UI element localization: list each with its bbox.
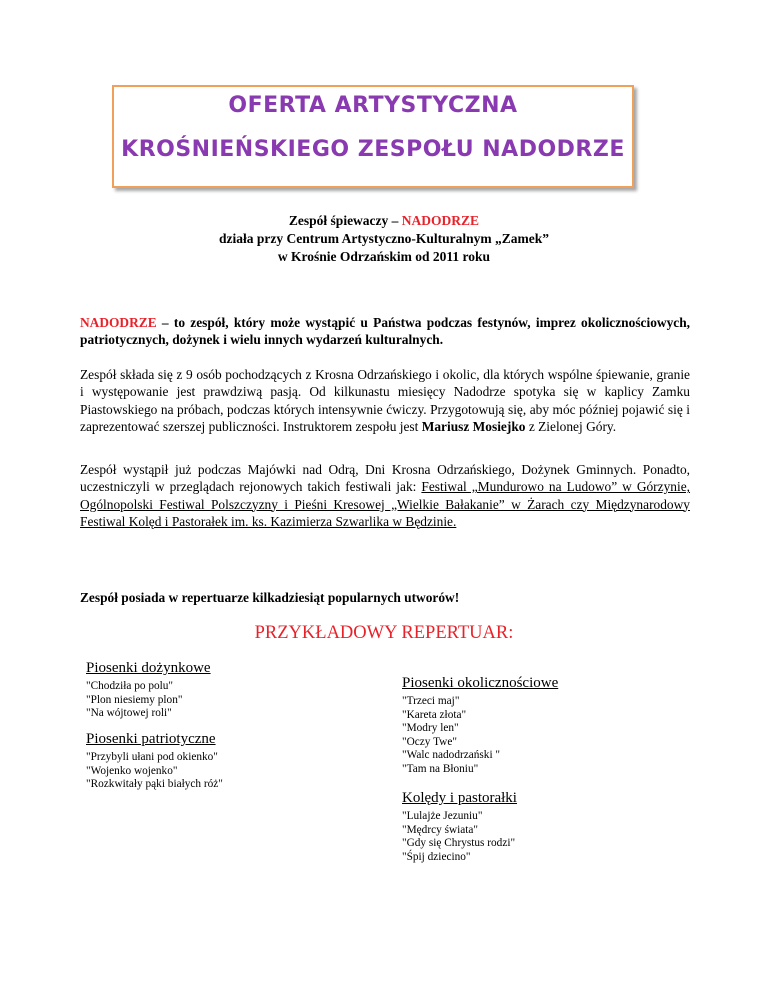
- title-line-2: KROŚNIEŃSKIEGO ZESPOŁU NADODRZE: [121, 137, 625, 162]
- song-item: "Gdy się Chrystus rodzi": [402, 837, 516, 850]
- song-item: "Na wójtowej roli": [86, 707, 172, 720]
- section-title: Piosenki dożynkowe: [86, 660, 211, 676]
- intro-prefix: Zespół śpiewaczy –: [288, 213, 402, 228]
- para2-text: Zespół składa się z 9 osób pochodzących z Krosna Odrzańskiego i okolic, dla których wspólne śpiewanie, granie i występowanie jest prawdziwą pasją. Od kilkunastu miesięcy Nadodrze spotyka się w kaplicy Zamku Piastowskiego na próbach, podczas których intensywnie ćwiczy. Przygotowują się, aby móc później pojawić się i zaprezentować szerszej publiczności. Instruktorem zespołu jest: [80, 367, 690, 434]
- song-item: "Trzeci maj": [402, 695, 460, 707]
- song-item: "Przybyli ułani pod okienko": [86, 751, 218, 763]
- intro-line-1: [80, 213, 688, 229]
- festivals-list: Festiwal „Mundurowo na Ludowo” w Górzynie, Ogólnopolski Festiwal Polszczyzny i Pieśni Kresowej „Wielkie Bałakanie” w Żarach czy Międzynarodowy Festiwal Kolęd i Pastorałek im. ks. Kazimierza Szwarlika w Będzinie.: [80, 479, 690, 529]
- paragraph-1: [80, 314, 690, 349]
- paragraph-2: [80, 366, 690, 435]
- section-dozynkowe: [86, 660, 211, 721]
- section-okolicznosciowe: [402, 675, 558, 777]
- section-title: Kolędy i pastorałki: [402, 790, 517, 806]
- section-koledy: [402, 790, 517, 864]
- song-item: "Plon niesiemy plon": [86, 693, 183, 706]
- song-item: "Oczy Twe": [402, 735, 457, 748]
- title-line-1: OFERTA ARTYSTYCZNA: [228, 93, 518, 118]
- song-item: "Modry len": [402, 722, 459, 735]
- intro-band-name: NADODRZE: [401, 213, 480, 228]
- para1-band-name: NADODRZE: [80, 315, 157, 330]
- song-item: "Wojenko wojenko": [86, 764, 178, 777]
- section-patriotyczne: [86, 731, 223, 792]
- song-item: "Chodziła po polu": [86, 680, 174, 692]
- intro-line-3: w Krośnie Odrzańskim od 2011 roku: [277, 249, 491, 264]
- instructor-name: Mariusz Mosiejko: [421, 418, 526, 434]
- paragraph-3: [80, 461, 690, 530]
- repertoire-title: PRZYKŁADOWY REPERTUAR:: [254, 623, 514, 643]
- repertoire-note: Zespół posiada w repertuarze kilkadziesiąt popularnych utworów!: [80, 590, 460, 605]
- song-item: "Lulajże Jezuniu": [402, 810, 483, 822]
- song-item: "Walc nadodrzański ": [402, 749, 501, 762]
- para3-text: Zespół wystąpił już podczas Majówki nad Odrą, Dni Krosna Odrzańskiego, Dożynek Gminnych. Ponadto, uczestniczyli w przeglądach rejonowych takich festiwali jak:: [80, 462, 690, 495]
- intro-line-2: działa przy Centrum Artystyczno-Kulturalnym „Zamek”: [219, 231, 549, 246]
- song-item: "Mędrcy świata": [402, 823, 479, 836]
- song-item: "Tam na Błoniu": [402, 762, 479, 775]
- section-title: Piosenki okolicznościowe: [402, 675, 559, 691]
- song-item: "Rozkwitały pąki białych róż": [86, 778, 223, 791]
- para2-suffix: z Zielonej Góry.: [525, 418, 617, 434]
- song-item: "Kareta złota": [402, 708, 467, 721]
- section-title: Piosenki patriotyczne: [86, 731, 216, 747]
- title-box: [112, 85, 634, 188]
- para1-text: – to zespół, który może wystąpić u Państwa podczas festynów, imprez okolicznościowych, patriotycznych, dożynek i wielu innych wydarzeń kulturalnych.: [80, 315, 690, 348]
- song-item: "Śpij dziecino": [402, 850, 471, 863]
